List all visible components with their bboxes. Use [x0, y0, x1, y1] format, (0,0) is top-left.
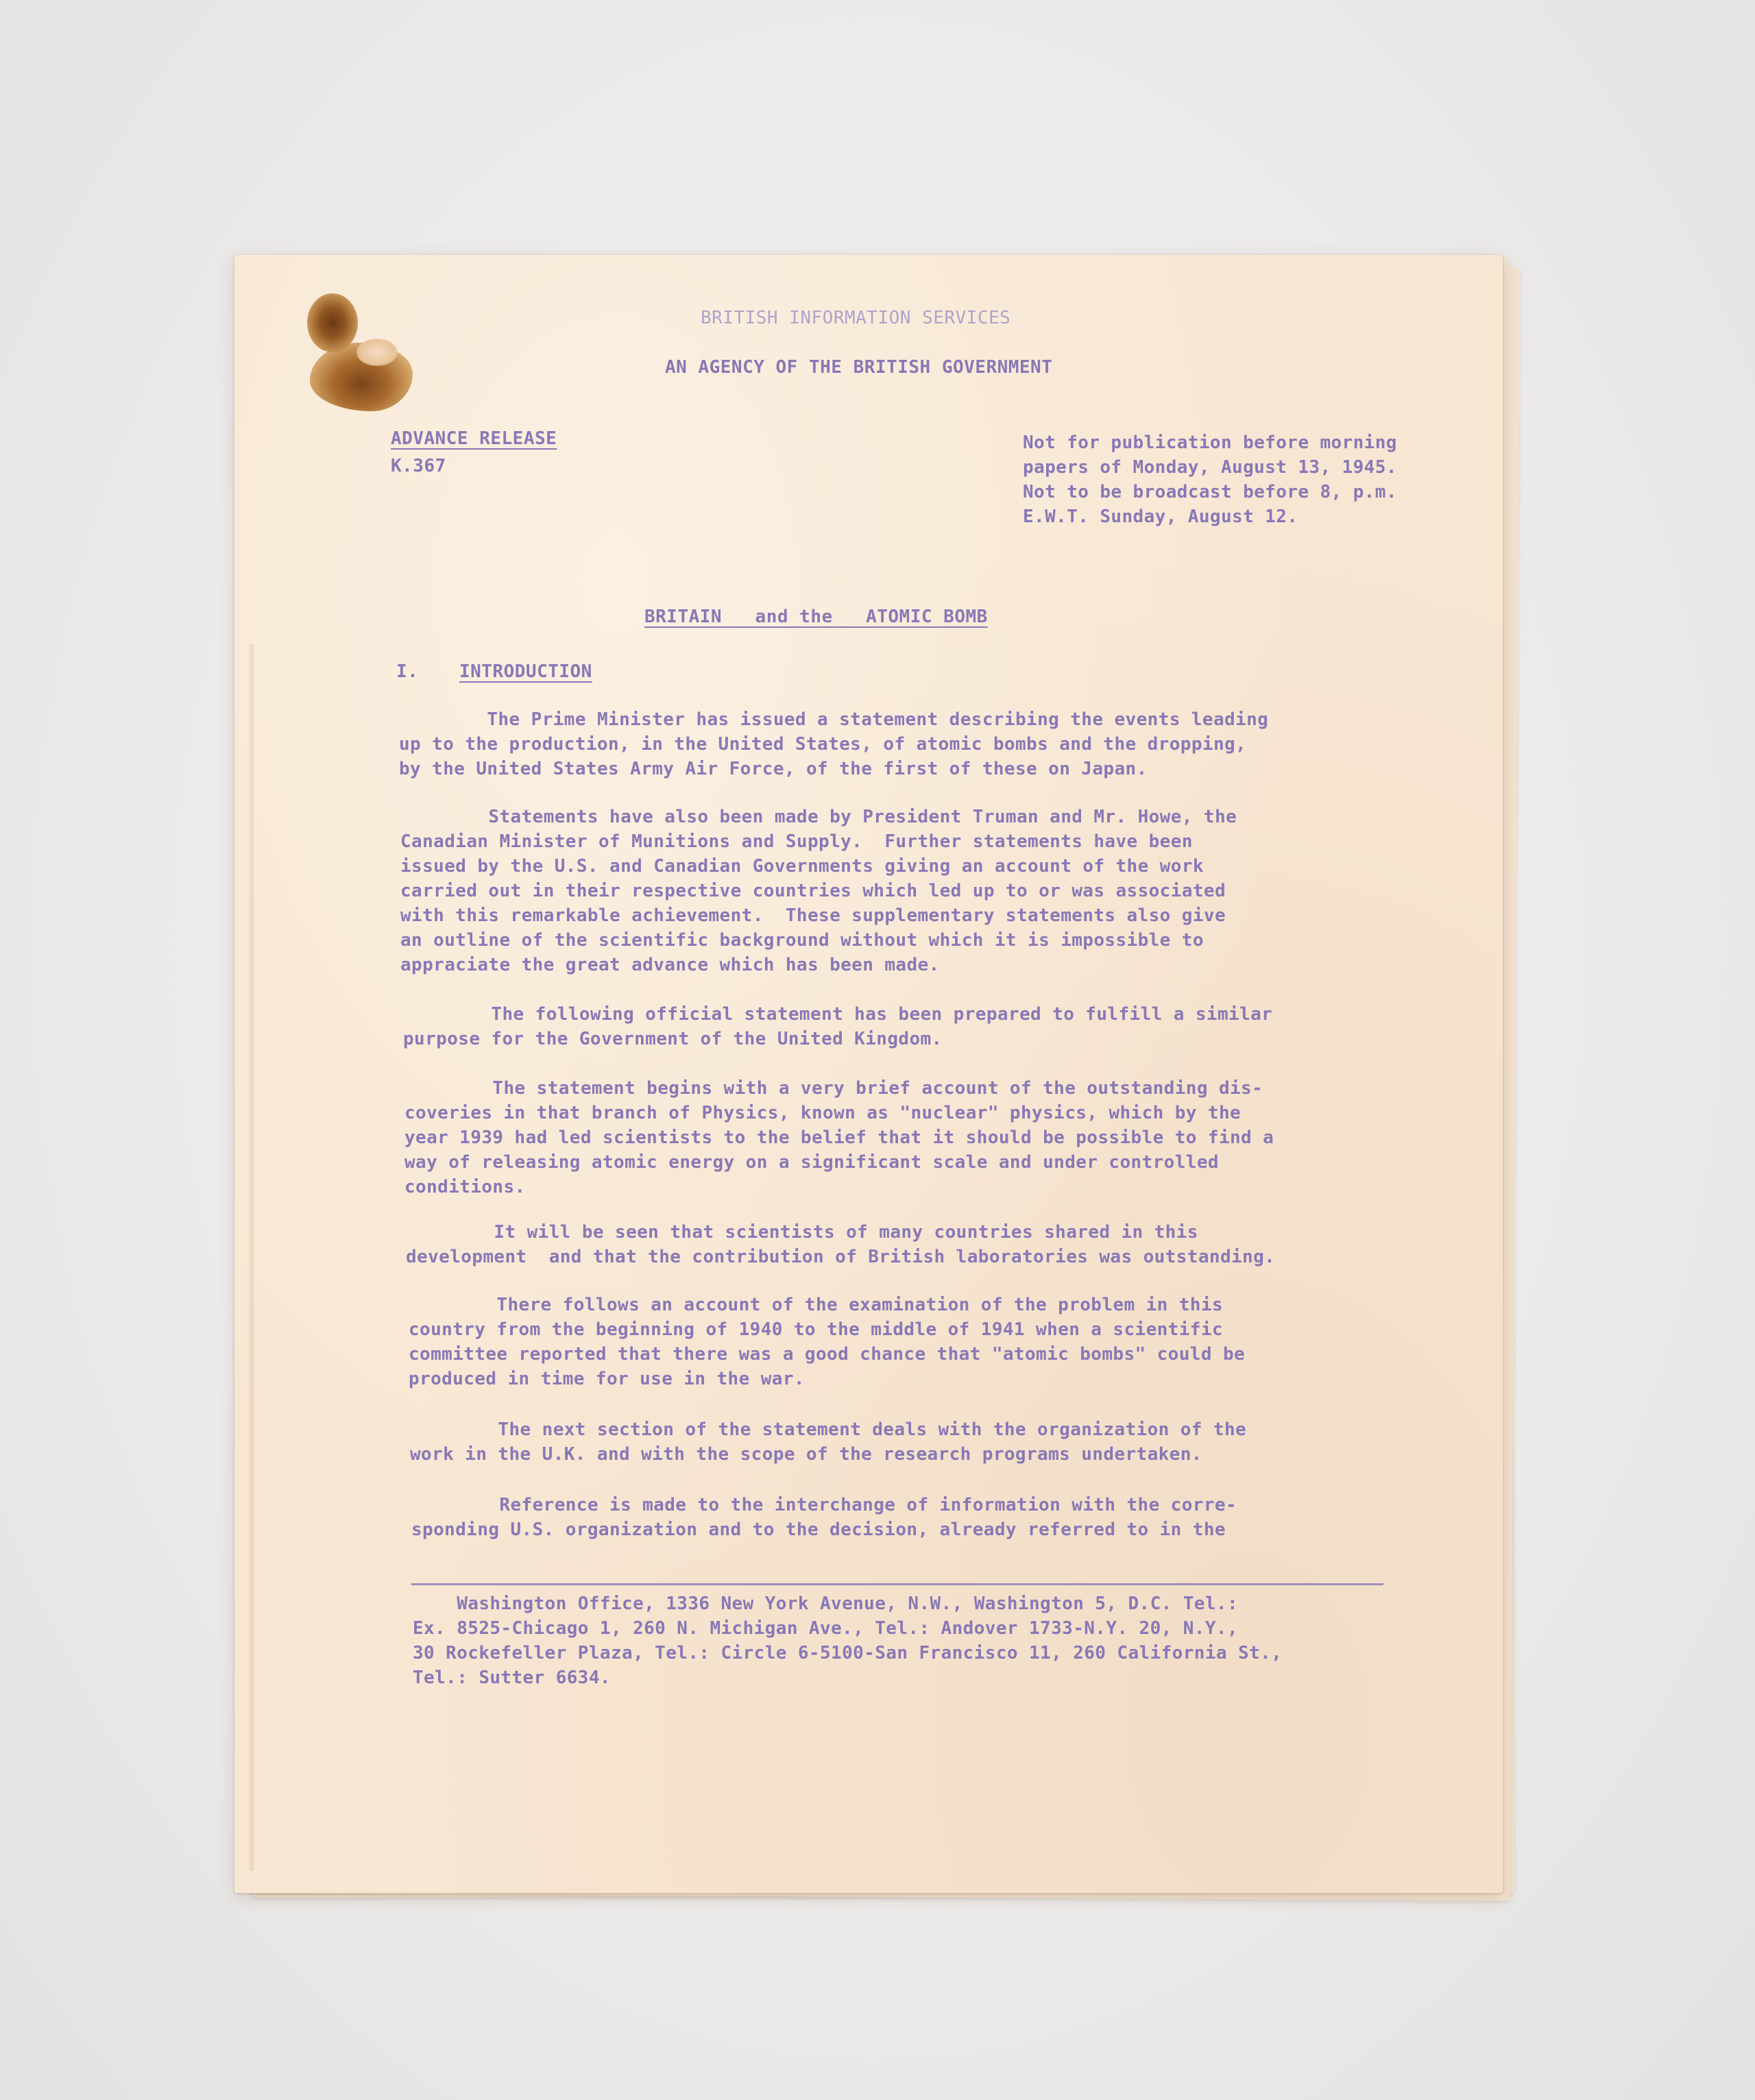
body-line: The Prime Minister has issued a statement describing the events leading [399, 709, 1269, 730]
body-paragraph [409, 1293, 1245, 1391]
body-line: country from the beginning of 1940 to the middle of 1941 when a scientific [409, 1319, 1223, 1340]
document-title [644, 605, 988, 629]
release-number: K.367 [391, 456, 446, 476]
release-label: ADVANCE RELEASE [391, 428, 557, 449]
body-line: coveries in that branch of Physics, known as "nuclear" physics, which by the [404, 1103, 1242, 1123]
address-line: 30 Rockefeller Plaza, Tel.: Circle 6-5100-San Francisco 11, 260 California St., [413, 1643, 1283, 1663]
body-line: sponding U.S. organization and to the decision, already referred to in the [411, 1519, 1226, 1540]
embargo-line: E.W.T. Sunday, August 12. [1023, 506, 1298, 527]
body-line: Canadian Minister of Munitions and Supply. Further statements have been [400, 831, 1193, 852]
body-paragraph [411, 1493, 1237, 1542]
body-line: purpose for the Government of the United Kingdom. [403, 1029, 943, 1049]
body-line: by the United States Army Air Force, of the first of these on Japan. [399, 759, 1148, 779]
embargo-notice [1023, 430, 1397, 529]
title-part: ATOMIC BOMB [866, 607, 988, 627]
embargo-line: papers of Monday, August 13, 1945. [1023, 457, 1397, 478]
body-line: There follows an account of the examination of the problem in this [409, 1295, 1223, 1315]
body-line: Reference is made to the interchange of information with the corre- [411, 1495, 1237, 1515]
body-line: year 1939 had led scientists to the belief that it should be possible to find a [404, 1127, 1274, 1148]
body-paragraph [400, 805, 1237, 977]
title-part: and the [755, 607, 833, 627]
body-paragraph [406, 1220, 1275, 1269]
section-number: I. [396, 661, 419, 682]
body-line: development and that the contribution of British laboratories was outstanding. [406, 1247, 1276, 1267]
embargo-line: Not to be broadcast before 8, p.m. [1023, 482, 1397, 502]
body-line: committee reported that there was a good chance that "atomic bombs" could be [409, 1344, 1246, 1365]
body-line: The statement begins with a very brief account of the outstanding dis- [404, 1078, 1263, 1099]
office-addresses [413, 1591, 1282, 1690]
body-line: an outline of the scientific background without which it is impossible to [400, 930, 1204, 951]
body-line: with this remarkable achievement. These supplementary statements also give [400, 905, 1226, 926]
agency-header: AN AGENCY OF THE BRITISH GOVERNMENT [665, 357, 1053, 378]
address-line: Ex. 8525-Chicago 1, 260 N. Michigan Ave., Tel.: Andover 1733-N.Y. 20, N.Y., [413, 1618, 1238, 1639]
burn-mark [356, 339, 398, 366]
body-line: The following official statement has been prepared to fulfill a similar [403, 1004, 1273, 1025]
body-line: appraciate the great advance which has been made. [400, 955, 940, 975]
body-line: way of releasing atomic energy on a significant scale and under controlled [404, 1152, 1219, 1173]
section-title: INTRODUCTION [459, 661, 592, 682]
body-line: carried out in their respective countries which led up to or was associated [400, 881, 1226, 901]
body-line: The next section of the statement deals with the organization of the [410, 1419, 1247, 1440]
body-line: Statements have also been made by President Truman and Mr. Howe, the [400, 807, 1237, 827]
burn-mark [307, 293, 358, 352]
address-line: Washington Office, 1336 New York Avenue, N.W., Washington 5, D.C. Tel.: [413, 1594, 1238, 1614]
body-line: issued by the U.S. and Canadian Governments giving an account of the work [400, 856, 1204, 877]
embargo-line: Not for publication before morning [1023, 432, 1397, 453]
body-line: up to the production, in the United States, of atomic bombs and the dropping, [399, 734, 1247, 755]
body-paragraph [410, 1417, 1246, 1467]
page-crease [248, 644, 255, 1871]
footer-divider [411, 1583, 1383, 1585]
organization-header: BRITISH INFORMATION SERVICES [701, 308, 1011, 328]
body-line: work in the U.K. and with the scope of the research programs undertaken. [410, 1444, 1202, 1465]
body-line: conditions. [404, 1177, 526, 1197]
body-line: produced in time for use in the war. [409, 1369, 805, 1389]
title-part: BRITAIN [644, 607, 723, 627]
address-line: Tel.: Sutter 6634. [413, 1668, 611, 1688]
body-paragraph [403, 1002, 1272, 1051]
body-paragraph [399, 707, 1268, 781]
body-line: It will be seen that scientists of many countries shared in this [406, 1222, 1198, 1243]
body-paragraph [404, 1076, 1274, 1199]
